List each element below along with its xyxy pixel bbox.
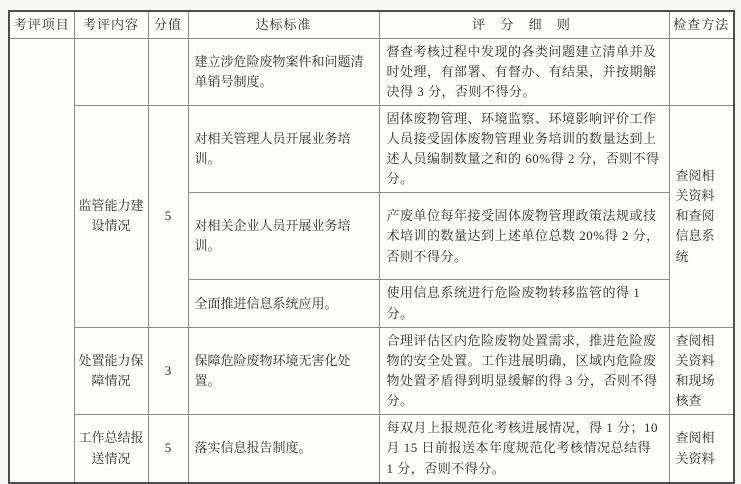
cell-content-report: 工作总结报送情况 bbox=[74, 415, 148, 483]
cell-score-supervision-block: 5 bbox=[148, 105, 188, 327]
cell-standard-r4: 全面推进信息系统应用。 bbox=[188, 280, 379, 327]
cell-method-r1 bbox=[669, 38, 734, 105]
cell-standard-r3: 对相关企业人员开展业务培训。 bbox=[188, 193, 379, 280]
cell-standard-r1: 建立涉危险废物案件和问题清单销号制度。 bbox=[188, 38, 379, 105]
cell-standard-r5: 保障危险废物环境无害化处置。 bbox=[188, 327, 379, 415]
cell-detail-r6: 每双月上报规范化考核进展情况，得 1 分；10 月 15 日前报送本年度规范化考核情况总结得 1 分，否则不得分。 bbox=[379, 415, 669, 483]
cell-score-r1 bbox=[148, 38, 188, 105]
cell-detail-r5: 合理评估区内危险废物处置需求，推进危险废物的安全处置。工作进展明确，区域内危险废物处置矛盾得到明显缓解的得 3 分，否则不得分。 bbox=[379, 327, 669, 415]
cell-method-report: 查阅相关资料 bbox=[669, 415, 734, 483]
header-method: 检查方法 bbox=[669, 11, 734, 38]
cell-method-supervision-block: 查阅相关资料和查阅信息系统 bbox=[669, 105, 734, 327]
table-header-row bbox=[9, 11, 734, 38]
cell-content-supervision-block: 监管能力建设情况 bbox=[74, 105, 148, 327]
cell-score-disposal: 3 bbox=[148, 327, 188, 415]
header-detail: 评 分 细 则 bbox=[379, 11, 669, 38]
header-content: 考评内容 bbox=[74, 11, 148, 38]
cell-detail-r4: 使用信息系统进行危险废物转移监管的得 1 分。 bbox=[379, 280, 669, 327]
header-project: 考评项目 bbox=[9, 11, 74, 38]
cell-content-r1 bbox=[74, 38, 148, 105]
header-score: 分值 bbox=[148, 11, 188, 38]
table-row bbox=[9, 38, 734, 105]
evaluation-criteria-table bbox=[8, 10, 735, 484]
cell-detail-r2: 固体废物管理、环境监察、环境影响评价工作人员接受固体废物管理业务培训的数量达到上述人员编制数量之和的 60%得 2 分，否则不得分。 bbox=[379, 105, 669, 193]
table-row bbox=[9, 327, 734, 415]
cell-method-disposal: 查阅相关资料和现场核查 bbox=[669, 327, 734, 415]
cell-detail-r1: 督查考核过程中发现的各类问题建立清单并及时处理，有部署、有督办、有结果，并按期解决得 3 分，否则不得分。 bbox=[379, 38, 669, 105]
cell-detail-r3: 产废单位每年接受固体废物管理政策法规或技术培训的数量达到上述单位总数 20%得 2 分，否则不得分。 bbox=[379, 193, 669, 280]
table-row bbox=[9, 415, 734, 483]
cell-standard-r6: 落实信息报告制度。 bbox=[188, 415, 379, 483]
cell-content-disposal: 处置能力保障情况 bbox=[74, 327, 148, 415]
cell-score-report: 5 bbox=[148, 415, 188, 483]
cell-standard-r2: 对相关管理人员开展业务培训。 bbox=[188, 105, 379, 193]
table-row bbox=[9, 105, 734, 193]
header-standard: 达标标准 bbox=[188, 11, 379, 38]
cell-project-merged bbox=[9, 38, 74, 483]
